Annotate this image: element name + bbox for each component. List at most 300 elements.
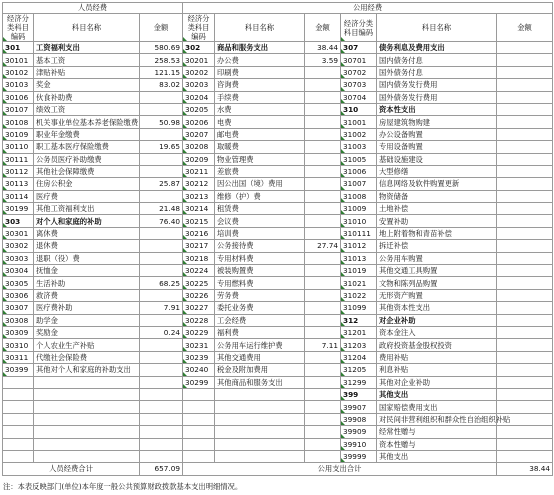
name-cell: 绩效工资 — [34, 103, 140, 115]
code-cell-right: 310 — [341, 103, 377, 115]
name-cell: 伙食补助费 — [34, 91, 140, 103]
personnel-total-value: 657.09 — [140, 463, 183, 475]
name-cell-right: 对民间非营利组织和群众性自治组织补贴 — [377, 413, 497, 425]
name-cell-mid: 电费 — [215, 116, 305, 128]
amount-cell — [140, 227, 183, 239]
code-cell: 30310 — [3, 339, 34, 351]
code-cell: 303 — [3, 215, 34, 227]
name-cell-right: 国内债务付息 — [377, 54, 497, 66]
code-cell-right: 31299 — [341, 376, 377, 388]
code-cell-mid: 30240 — [183, 364, 215, 376]
amount-cell-right — [497, 203, 553, 215]
amount-cell-mid — [305, 190, 341, 202]
code-cell-right: 39909 — [341, 426, 377, 438]
name-cell-mid: 专用材料费 — [215, 252, 305, 264]
code-cell: 30110 — [3, 141, 34, 153]
name-cell-mid: 办公费 — [215, 54, 305, 66]
code-cell-right: 31022 — [341, 289, 377, 301]
amount-cell-mid — [305, 103, 341, 115]
amount-cell: 50.98 — [140, 116, 183, 128]
name-cell: 医疗费补助 — [34, 302, 140, 314]
code-cell: 30199 — [3, 203, 34, 215]
public-total-label: 公用支出合计 — [183, 463, 497, 475]
table-row — [3, 364, 553, 376]
amount-cell — [140, 128, 183, 140]
name-cell-mid: 因公出国（境）费用 — [215, 178, 305, 190]
amount-cell-mid — [305, 165, 341, 177]
name-cell-right: 债务利息及费用支出 — [377, 42, 497, 54]
name-cell — [34, 426, 140, 438]
code-cell — [3, 401, 34, 413]
amount-cell-right — [497, 128, 553, 140]
table-row — [3, 141, 553, 153]
amount-cell-right — [497, 54, 553, 66]
name-header: 科目名称 — [34, 14, 140, 42]
code-cell-right: 31005 — [341, 153, 377, 165]
amount-cell — [140, 265, 183, 277]
code-cell: 30305 — [3, 277, 34, 289]
code-cell-right: 31203 — [341, 339, 377, 351]
code-cell-right: 39999 — [341, 450, 377, 462]
code-cell-mid: 30231 — [183, 339, 215, 351]
table-row — [3, 426, 553, 438]
code-cell-right: 31007 — [341, 178, 377, 190]
amount-cell-right — [497, 302, 553, 314]
code-cell — [3, 388, 34, 400]
table-row — [3, 339, 553, 351]
name-cell-right: 无形资产购置 — [377, 289, 497, 301]
amount-cell-right — [497, 364, 553, 376]
table-row — [3, 215, 553, 227]
name-cell-right: 信息网络及软件购置更新 — [377, 178, 497, 190]
code-cell-mid — [183, 450, 215, 462]
table-row — [3, 388, 553, 400]
name-cell-right: 其他支出 — [377, 450, 497, 462]
table-row — [3, 178, 553, 190]
name-cell-mid: 其他交通费用 — [215, 351, 305, 363]
amount-cell — [140, 450, 183, 462]
name-cell-mid: 公务用车运行维护费 — [215, 339, 305, 351]
name-cell: 退职（役）费 — [34, 252, 140, 264]
name-cell-right: 资本金注入 — [377, 326, 497, 338]
name-cell: 其他社会保障缴费 — [34, 165, 140, 177]
code-cell-mid: 30216 — [183, 227, 215, 239]
code-cell: 30399 — [3, 364, 34, 376]
code-cell-right: 31099 — [341, 302, 377, 314]
code-cell-right: 307 — [341, 42, 377, 54]
code-cell-right: 31002 — [341, 128, 377, 140]
name-cell-right: 大型修缮 — [377, 165, 497, 177]
amount-cell — [140, 426, 183, 438]
code-cell — [3, 438, 34, 450]
table-row — [3, 265, 553, 277]
code-header: 经济分类科目编码 — [3, 14, 34, 42]
table-row — [3, 413, 553, 425]
code-cell-mid: 30207 — [183, 128, 215, 140]
code-cell-mid — [183, 438, 215, 450]
code-cell-right: 31010 — [341, 215, 377, 227]
code-cell-right: 39908 — [341, 413, 377, 425]
amount-cell — [140, 438, 183, 450]
table-row — [3, 128, 553, 140]
amount-cell: 25.87 — [140, 178, 183, 190]
code-cell-mid: 30225 — [183, 277, 215, 289]
name-cell: 公务员医疗补助缴费 — [34, 153, 140, 165]
name-cell-mid — [215, 401, 305, 413]
amount-cell-right — [497, 141, 553, 153]
code-cell-right: 31008 — [341, 190, 377, 202]
amount-cell-right — [497, 314, 553, 326]
table-row — [3, 314, 553, 326]
code-cell-mid: 30217 — [183, 240, 215, 252]
table-row — [3, 116, 553, 128]
name-cell-mid: 税金及附加费用 — [215, 364, 305, 376]
amount-cell — [140, 91, 183, 103]
amount-cell: 68.25 — [140, 277, 183, 289]
amount-cell-right — [497, 265, 553, 277]
code-cell-mid: 30228 — [183, 314, 215, 326]
amount-cell-right — [497, 277, 553, 289]
table-row — [3, 165, 553, 177]
amount-header: 金额 — [140, 14, 183, 42]
code-cell-right: 39907 — [341, 401, 377, 413]
name-cell-mid — [215, 388, 305, 400]
amount-cell-mid — [305, 388, 341, 400]
code-cell-right: 39910 — [341, 438, 377, 450]
code-cell — [3, 413, 34, 425]
amount-cell-right — [497, 426, 553, 438]
code-cell-mid — [183, 388, 215, 400]
code-cell-right: 312 — [341, 314, 377, 326]
code-cell-mid: 30209 — [183, 153, 215, 165]
amount-cell-mid — [305, 426, 341, 438]
amount-cell: 21.48 — [140, 203, 183, 215]
amount-cell — [140, 376, 183, 388]
amount-cell — [140, 413, 183, 425]
name-cell-right: 地上附着物和青苗补偿 — [377, 227, 497, 239]
name-cell: 基本工资 — [34, 54, 140, 66]
amount-cell-mid — [305, 203, 341, 215]
name-cell-right: 专用设备购置 — [377, 141, 497, 153]
name-cell-mid: 其他商品和服务支出 — [215, 376, 305, 388]
name-cell — [34, 450, 140, 462]
name-cell-mid: 被装购置费 — [215, 265, 305, 277]
amount-cell-mid — [305, 401, 341, 413]
name-cell-right: 安置补助 — [377, 215, 497, 227]
code-cell-right: 31019 — [341, 265, 377, 277]
amount-cell-mid — [305, 314, 341, 326]
name-cell: 离休费 — [34, 227, 140, 239]
name-cell: 职工基本医疗保险缴费 — [34, 141, 140, 153]
name-cell-mid: 工会经费 — [215, 314, 305, 326]
table-row — [3, 42, 553, 54]
code-cell-mid: 30224 — [183, 265, 215, 277]
name-cell-mid: 差旅费 — [215, 165, 305, 177]
name-cell-mid: 手续费 — [215, 91, 305, 103]
table-row — [3, 289, 553, 301]
amount-cell-mid — [305, 289, 341, 301]
name-cell-mid: 委托业务费 — [215, 302, 305, 314]
amount-cell-mid: 3.59 — [305, 54, 341, 66]
table-row — [3, 227, 553, 239]
amount-cell-mid — [305, 79, 341, 91]
personnel-group-header: 人员经费 — [3, 3, 183, 14]
amount-cell — [140, 165, 183, 177]
name-cell-mid: 培训费 — [215, 227, 305, 239]
name-cell-right: 其他对企业补助 — [377, 376, 497, 388]
code-cell-mid: 30218 — [183, 252, 215, 264]
amount-cell — [140, 252, 183, 264]
name-cell-mid: 会议费 — [215, 215, 305, 227]
name-cell-right: 基础设施建设 — [377, 153, 497, 165]
code-cell: 30301 — [3, 227, 34, 239]
code-cell-mid: 30299 — [183, 376, 215, 388]
code-cell-right: 31001 — [341, 116, 377, 128]
amount-cell-right — [497, 116, 553, 128]
table-row — [3, 302, 553, 314]
amount-cell-mid — [305, 351, 341, 363]
code-cell-mid — [183, 401, 215, 413]
name-cell-mid: 福利费 — [215, 326, 305, 338]
amount-cell-right — [497, 401, 553, 413]
name-cell — [34, 401, 140, 413]
name-cell-mid: 专用燃料费 — [215, 277, 305, 289]
table-row — [3, 240, 553, 252]
code-cell: 30107 — [3, 103, 34, 115]
amount-cell-mid — [305, 364, 341, 376]
table-row — [3, 91, 553, 103]
name-cell: 奖金 — [34, 79, 140, 91]
amount-cell-right — [497, 376, 553, 388]
name-cell: 个人农业生产补贴 — [34, 339, 140, 351]
code-cell-mid: 30206 — [183, 116, 215, 128]
name-cell-right: 其他交通工具购置 — [377, 265, 497, 277]
public-total-value: 38.44 — [497, 463, 553, 475]
name-cell — [34, 438, 140, 450]
amount-cell-mid — [305, 91, 341, 103]
code-cell — [3, 426, 34, 438]
amount-cell-mid — [305, 128, 341, 140]
name-header-right: 科目名称 — [377, 14, 497, 42]
amount-cell: 7.91 — [140, 302, 183, 314]
code-cell-right: 310111 — [341, 227, 377, 239]
name-cell-mid: 咨询费 — [215, 79, 305, 91]
code-cell-right: 31006 — [341, 165, 377, 177]
code-cell: 30114 — [3, 190, 34, 202]
code-cell-mid: 30227 — [183, 302, 215, 314]
amount-cell-mid — [305, 227, 341, 239]
table-row — [3, 376, 553, 388]
amount-cell — [140, 351, 183, 363]
amount-cell-mid — [305, 413, 341, 425]
name-cell: 津贴补贴 — [34, 66, 140, 78]
amount-cell-mid — [305, 450, 341, 462]
code-cell-mid: 30204 — [183, 91, 215, 103]
code-cell-right: 30701 — [341, 54, 377, 66]
code-cell-mid: 30213 — [183, 190, 215, 202]
name-cell — [34, 388, 140, 400]
table-row — [3, 79, 553, 91]
code-cell: 30311 — [3, 351, 34, 363]
name-cell-right: 经常性赠与 — [377, 426, 497, 438]
amount-cell-right — [497, 413, 553, 425]
code-cell: 30108 — [3, 116, 34, 128]
amount-cell — [140, 153, 183, 165]
code-cell-right: 31201 — [341, 326, 377, 338]
amount-cell-mid — [305, 141, 341, 153]
name-cell-mid: 租赁费 — [215, 203, 305, 215]
name-cell-mid — [215, 413, 305, 425]
table-row — [3, 54, 553, 66]
amount-cell-right — [497, 240, 553, 252]
amount-cell-right — [497, 227, 553, 239]
amount-cell-mid — [305, 277, 341, 289]
amount-cell: 258.53 — [140, 54, 183, 66]
code-cell-right: 31009 — [341, 203, 377, 215]
code-cell-right: 31204 — [341, 351, 377, 363]
name-cell: 抚恤金 — [34, 265, 140, 277]
name-cell-mid: 印刷费 — [215, 66, 305, 78]
name-cell-mid: 邮电费 — [215, 128, 305, 140]
amount-cell — [140, 314, 183, 326]
code-cell: 30307 — [3, 302, 34, 314]
table-row — [3, 401, 553, 413]
code-cell-mid: 30214 — [183, 203, 215, 215]
name-cell-right: 国家赔偿费用支出 — [377, 401, 497, 413]
amount-cell: 0.24 — [140, 326, 183, 338]
amount-cell-mid — [305, 326, 341, 338]
name-cell: 救济费 — [34, 289, 140, 301]
name-cell-mid — [215, 450, 305, 462]
amount-cell — [140, 103, 183, 115]
expenditure-table — [2, 2, 553, 476]
code-cell-right: 31012 — [341, 240, 377, 252]
code-cell: 30113 — [3, 178, 34, 190]
amount-header-mid: 金额 — [305, 14, 341, 42]
code-cell-mid: 30203 — [183, 79, 215, 91]
code-cell-right: 30702 — [341, 66, 377, 78]
name-cell-right: 资本性支出 — [377, 103, 497, 115]
amount-cell-right — [497, 153, 553, 165]
amount-cell: 121.15 — [140, 66, 183, 78]
code-cell: 30111 — [3, 153, 34, 165]
amount-cell: 83.02 — [140, 79, 183, 91]
name-cell: 代缴社会保险费 — [34, 351, 140, 363]
amount-cell-right — [497, 79, 553, 91]
name-cell-right: 国外债务付息 — [377, 66, 497, 78]
name-cell: 助学金 — [34, 314, 140, 326]
personnel-total-label: 人员经费合计 — [3, 463, 140, 475]
amount-cell-right — [497, 289, 553, 301]
amount-cell-right — [497, 66, 553, 78]
name-cell: 医疗费 — [34, 190, 140, 202]
name-cell — [34, 413, 140, 425]
name-cell-mid: 商品和服务支出 — [215, 42, 305, 54]
code-cell-mid: 30208 — [183, 141, 215, 153]
table-note: 注：本表反映部门(单位)本年度一般公共预算财政拨款基本支出明细情况。 — [3, 482, 243, 491]
amount-cell-right — [497, 103, 553, 115]
amount-cell-mid: 7.11 — [305, 339, 341, 351]
code-header-mid: 经济分类科目编码 — [183, 14, 215, 42]
name-cell: 住房公积金 — [34, 178, 140, 190]
amount-cell-mid — [305, 265, 341, 277]
table-row — [3, 103, 553, 115]
code-cell: 30112 — [3, 165, 34, 177]
code-cell-right: 399 — [341, 388, 377, 400]
amount-cell-mid: 27.74 — [305, 240, 341, 252]
totals-row — [3, 463, 553, 475]
table-row — [3, 438, 553, 450]
code-cell-right: 31205 — [341, 364, 377, 376]
code-cell-mid: 30226 — [183, 289, 215, 301]
code-cell: 30109 — [3, 128, 34, 140]
code-cell: 30101 — [3, 54, 34, 66]
amount-cell: 76.40 — [140, 215, 183, 227]
table-row — [3, 252, 553, 264]
amount-cell-mid — [305, 116, 341, 128]
amount-cell: 19.65 — [140, 141, 183, 153]
table-row — [3, 351, 553, 363]
code-cell-right: 30704 — [341, 91, 377, 103]
amount-cell-mid — [305, 215, 341, 227]
table-row — [3, 203, 553, 215]
code-cell-right: 30703 — [341, 79, 377, 91]
name-cell-right: 费用补贴 — [377, 351, 497, 363]
amount-cell — [140, 401, 183, 413]
amount-cell-right — [497, 339, 553, 351]
amount-cell-right — [497, 438, 553, 450]
name-cell-mid: 取暖费 — [215, 141, 305, 153]
code-cell-mid: 30215 — [183, 215, 215, 227]
amount-cell — [140, 289, 183, 301]
amount-cell-right — [497, 178, 553, 190]
code-cell: 30304 — [3, 265, 34, 277]
amount-cell — [140, 339, 183, 351]
name-cell: 其他对个人和家庭的补助支出 — [34, 364, 140, 376]
code-cell-mid: 30205 — [183, 103, 215, 115]
code-cell-mid — [183, 413, 215, 425]
code-cell-right: 31021 — [341, 277, 377, 289]
name-header-mid: 科目名称 — [215, 14, 305, 42]
name-cell — [34, 376, 140, 388]
table-row — [3, 66, 553, 78]
name-cell: 生活补助 — [34, 277, 140, 289]
name-cell-right: 对企业补助 — [377, 314, 497, 326]
code-cell: 30302 — [3, 240, 34, 252]
name-cell-right: 其他支出 — [377, 388, 497, 400]
code-header-right: 经济分类科目编码 — [341, 14, 377, 42]
amount-cell-right — [497, 215, 553, 227]
amount-cell-right — [497, 351, 553, 363]
code-cell-mid: 30229 — [183, 326, 215, 338]
name-cell-mid: 物业管理费 — [215, 153, 305, 165]
name-cell-right: 土地补偿 — [377, 203, 497, 215]
name-cell: 其他工资福利支出 — [34, 203, 140, 215]
name-cell-right: 拆迁补偿 — [377, 240, 497, 252]
amount-cell-mid: 38.44 — [305, 42, 341, 54]
name-cell-right: 文物和陈列品购置 — [377, 277, 497, 289]
name-cell: 工资福利支出 — [34, 42, 140, 54]
code-cell-mid: 30212 — [183, 178, 215, 190]
table-row — [3, 326, 553, 338]
code-cell-mid: 30201 — [183, 54, 215, 66]
table-row — [3, 190, 553, 202]
name-cell: 机关事业单位基本养老保险缴费 — [34, 116, 140, 128]
name-cell-right: 资本性赠与 — [377, 438, 497, 450]
name-cell-right: 其他资本性支出 — [377, 302, 497, 314]
amount-cell-right — [497, 165, 553, 177]
name-cell-right: 国外债务发行费用 — [377, 91, 497, 103]
